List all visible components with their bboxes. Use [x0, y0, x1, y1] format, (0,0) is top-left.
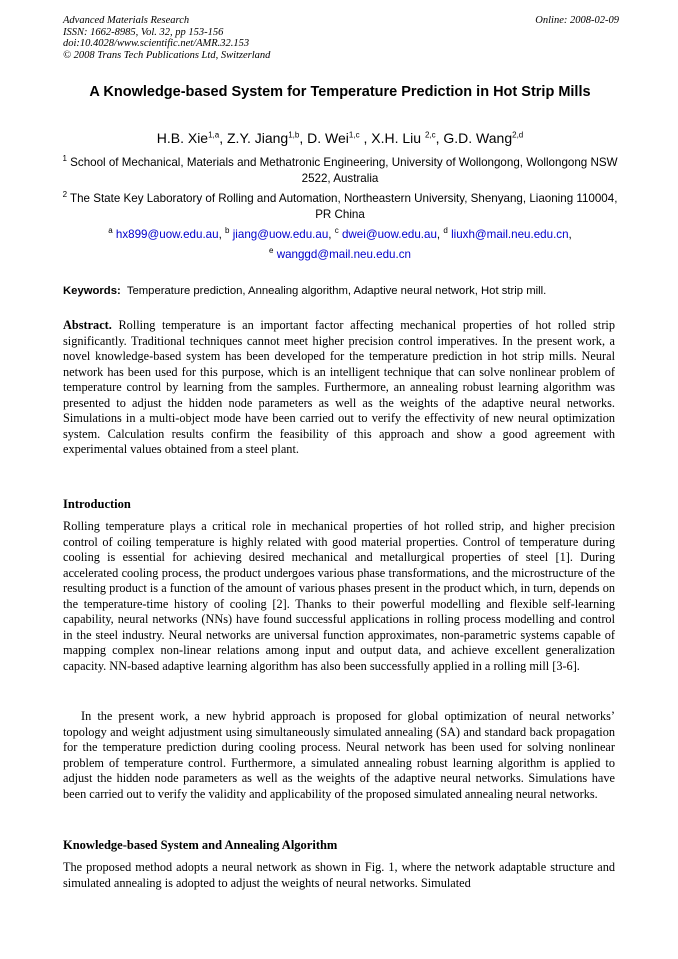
journal-header [63, 15, 619, 61]
email-link-e[interactable]: wanggd@mail.neu.edu.cn [276, 248, 411, 261]
email-sup: e [269, 246, 274, 256]
section-paragraph: The proposed method adopts a neural network as shown in Fig. 1, where the network adaptable structure and simulated annealing is adopted to adjust the weights of neural networks. Simulated [63, 860, 615, 890]
author-name: G.D. Wang [443, 130, 513, 146]
journal-copyright: © 2008 Trans Tech Publications Ltd, Switzerland [63, 49, 271, 61]
author-sup: 1,a [208, 130, 220, 140]
author-sup: 1,b [288, 130, 300, 140]
author-sup: 1,c [348, 130, 360, 140]
journal-doi: doi:10.4028/www.scientific.net/AMR.32.153 [63, 38, 250, 49]
journal-name: Advanced Materials Research [63, 15, 190, 26]
introduction-paragraph-1: Rolling temperature plays a critical role in mechanical properties of hot rolled strip, and higher precision control of coiling temperature is highly related with good material properties. Control of temperature during cooling is essential for achieving desired mechanical and metallurgical properties of steel [1]. During accelerated cooling process, the product undergoes various phase transformations, and the microstructure of the resulting product is a function of the amount of various phases present in the product which, in turn, depends on the temperature-time history of cooling [2]. Thanks to their powerful modelling and flexible self-learning capability, neural networks (NNs) have found successful applications in rolling process modelling and control in the steel industry. Neural networks are universal function approximates, non-parametric systems capable of mapping complex non-linear relations among input and output data, and achieve excellent generalization capacity. NN-based adaptive learning algorithm has also been successfully applied in a rolling mill [3-6]. [63, 519, 615, 673]
author-sup: 2,d [512, 130, 524, 140]
email-link-a[interactable]: hx899@uow.edu.au [115, 228, 219, 241]
introduction-paragraph-2: In the present work, a new hybrid approach is proposed for global optimization of neural networks’ topology and weight adjustment using simultaneously simulated annealing (SA) and standard back propagation for the temperature prediction during cooling process. Neural network has been used for solving nonlinear problem of temperature control. Furthermore, a simulated annealing robust learning algorithm is applied to adjust the hidden node parameters as well as the weights of the adaptive neural networks. Simulations have been carried out to verify the validity and applicability of the proposed simulated annealing neural networks. [63, 709, 615, 801]
affiliation-text: The State Key Laboratory of Rolling and Automation, Northeastern University, Shenyang, Liaoning 110004, PR China [70, 192, 618, 221]
email-sup: b [225, 226, 230, 236]
journal-issn: ISSN: 1662-8985, Vol. 32, pp 153-156 [63, 26, 224, 38]
paper-title: A Knowledge-based System for Temperature Prediction in Hot Strip Mills [89, 84, 591, 100]
abstract [63, 318, 615, 458]
email-sup: c [334, 226, 339, 236]
author-name: Z.Y. Jiang [227, 130, 289, 146]
keywords-label: Keywords: [63, 285, 121, 297]
affiliation-sup: 2 [62, 190, 68, 200]
email-sup: d [443, 226, 448, 236]
email-sup: a [108, 226, 113, 236]
keywords-text: Temperature prediction, Annealing algorithm, Adaptive neural network, Hot strip mill. [126, 285, 547, 297]
affiliation-sup: 1 [62, 154, 67, 164]
keywords [63, 283, 619, 299]
email-link-c[interactable]: dwei@uow.edu.au [341, 228, 437, 241]
abstract-label: Abstract. [63, 318, 112, 332]
author-sup: 2,c [424, 130, 436, 140]
author-list: H.B. Xie$^{1,a}$, Z.Y. Jiang$^{1,b}$, D. Wei$^{1,c}$ , X.H. Liu $^{2,c}$, G.D. Wang$^{2,d}$ [156, 130, 524, 146]
author-name: X.H. Liu [371, 130, 422, 146]
affiliation-2 [60, 191, 620, 223]
email-line-2 [60, 246, 620, 264]
email-link-b[interactable]: jiang@uow.edu.au [232, 228, 329, 241]
abstract-text: Rolling temperature is an important factor affecting mechanical properties of hot rolled strip significantly. Traditional techniques cannot meet higher precision control imperatives. In the present work, a novel knowledge-based system has been developed for the temperature prediction in hot strip mills. Neural network has been used for this purpose, which is an intelligent technique that can solve nonlinear problem of temperature control by learning from the samples. Furthermore, an annealing robust learning algorithm was presented to adjust the hidden node parameters as well as the weights of the adaptive neural networks. Simulations in a multi-object mode have been carried out to verify the effectivity of new neural optimization system. Calculation results confirm the feasibility of this approach and show a good agreement with experimental values obtained from a steel plant. [63, 318, 615, 456]
author-name: H.B. Xie [156, 130, 209, 146]
email-link-d[interactable]: liuxh@mail.neu.edu.cn [451, 228, 569, 241]
introduction-heading: Introduction [63, 497, 131, 511]
affiliation-text: School of Mechanical, Materials and Methatronic Engineering, University of Wollongong, Wollongong NSW 2522, Australia [70, 156, 618, 185]
online-date: Online: 2008-02-09 [535, 15, 619, 26]
email-line-1: $^a$ hx899@uow.edu.au, $^b$ jiang@uow.edu.au, $^c$ dwei@uow.edu.au, $^d$ liuxh@mail.neu.edu.cn, [108, 226, 572, 241]
author-name: D. Wei [307, 130, 349, 146]
section-heading: Knowledge-based System and Annealing Algorithm [63, 838, 338, 852]
affiliation-1 [60, 155, 620, 187]
